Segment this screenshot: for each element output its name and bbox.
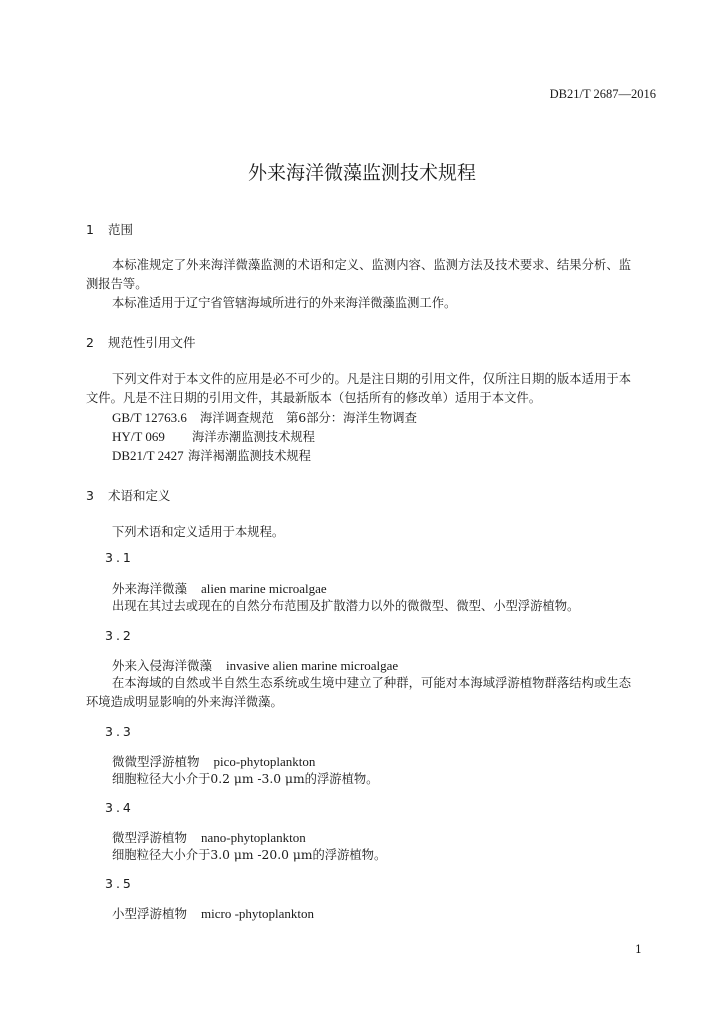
- section-title: 术语和定义: [107, 488, 171, 503]
- scope-paragraph: 本标准规定了外来海洋微藻监测的术语和定义、监测内容、监测方法及技术要求、结果分析、监测报告等。: [86, 258, 631, 291]
- term-chinese: 外来入侵海洋微藻: [112, 658, 213, 673]
- terms-intro: 下列术语和定义适用于本规程。: [112, 525, 285, 539]
- term-number: 3.3: [105, 724, 134, 739]
- term-english: invasive alien marine microalgae: [226, 658, 399, 673]
- reference-title: 海洋赤潮监测技术规程: [192, 430, 315, 444]
- term-chinese: 小型浮游植物: [112, 906, 188, 921]
- term-number: 3.5: [105, 876, 134, 891]
- term-chinese: 微型浮游植物: [112, 830, 188, 845]
- reference-item: [112, 446, 311, 466]
- section-2-heading: [86, 333, 195, 351]
- term-english: alien marine microalgae: [201, 581, 327, 596]
- term-number: 3.1: [105, 550, 134, 565]
- section-number: 1: [86, 222, 94, 237]
- section-number: 3: [86, 488, 94, 503]
- section-title: 范围: [107, 222, 133, 237]
- term-english: nano-phytoplankton: [201, 830, 306, 845]
- term-heading: [112, 903, 314, 922]
- term-definition: 在本海域的自然或半自然生态系统或生境中建立了种群，可能对本海域浮游植物群落结构或生态环境造成明显影响的外来海洋微藻。: [86, 676, 631, 709]
- reference-title: 海洋调查规范 第6部分：海洋生物调查: [200, 411, 417, 425]
- term-definition: 细胞粒径大小介于3.0 μm -20.0 μm的浮游植物。: [112, 848, 387, 862]
- term-chinese: 微微型浮游植物: [112, 754, 200, 769]
- reference-code: HY/T 069: [112, 429, 165, 444]
- page-number: 1: [635, 943, 642, 956]
- scope-applicability: 本标准适用于辽宁省管辖海域所进行的外来海洋微藻监测工作。: [112, 296, 457, 310]
- term-english: pico-phytoplankton: [213, 754, 316, 769]
- term-heading: [112, 578, 327, 597]
- section-1-heading: [86, 220, 133, 238]
- term-number: 3.2: [105, 628, 134, 643]
- term-heading: [112, 655, 398, 674]
- term-number: 3.4: [105, 800, 134, 815]
- term-english: micro -phytoplankton: [201, 906, 315, 921]
- section-title: 规范性引用文件: [107, 335, 196, 350]
- document-title: 外来海洋微藻监测技术规程: [247, 162, 476, 184]
- term-definition: 出现在其过去或现在的自然分布范围及扩散潜力以外的微微型、微型、小型浮游植物。: [112, 599, 580, 613]
- reference-item: [112, 427, 315, 447]
- term-definition: 细胞粒径大小介于0.2 μm -3.0 μm的浮游植物。: [112, 772, 379, 786]
- reference-code: GB/T 12763.6: [112, 410, 187, 425]
- reference-code: DB21/T 2427: [112, 448, 184, 463]
- term-heading: [112, 827, 306, 846]
- section-3-heading: [86, 486, 170, 504]
- term-heading: [112, 751, 315, 770]
- term-chinese: 外来海洋微藻: [112, 581, 188, 596]
- reference-item: [112, 408, 417, 428]
- document-number: DB21/T 2687—2016: [549, 87, 656, 101]
- normative-refs-paragraph: 下列文件对于本文件的应用是必不可少的。凡是注日期的引用文件，仅所注日期的版本适用于本文件。凡是不注日期的引用文件，其最新版本（包括所有的修改单）适用于本文件。: [86, 372, 631, 405]
- section-number: 2: [86, 335, 94, 350]
- reference-title: 海洋褐潮监测技术规程: [188, 449, 311, 463]
